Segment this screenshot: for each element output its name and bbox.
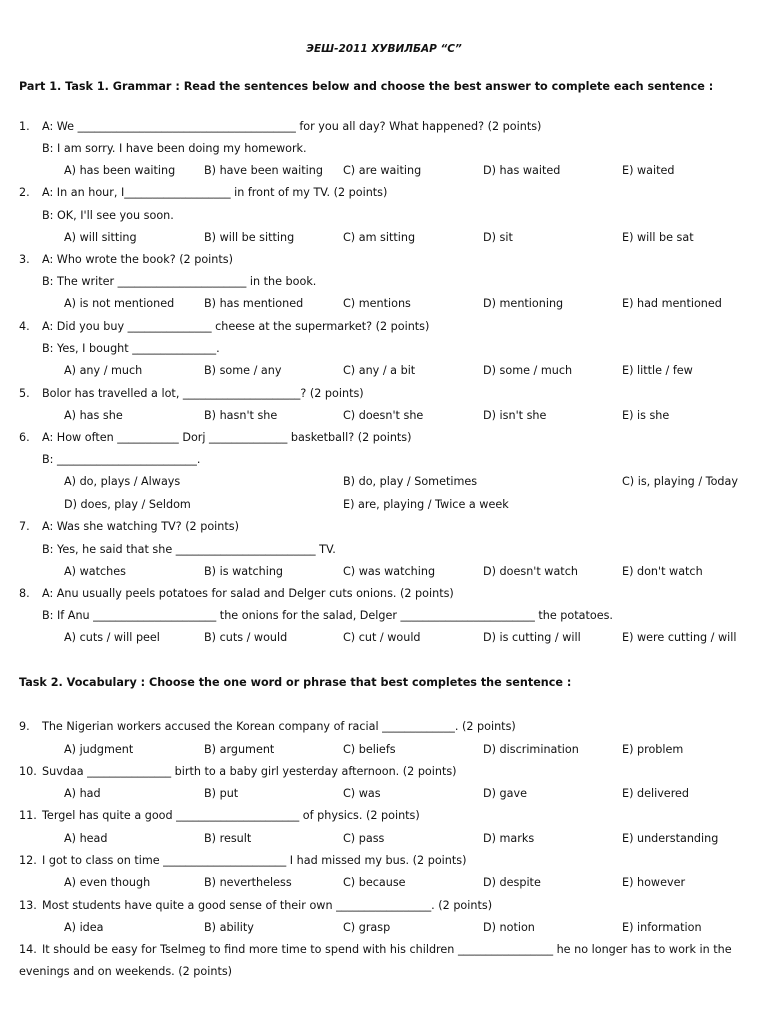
- option-a[interactable]: A) head: [64, 832, 108, 845]
- option-d[interactable]: D) some / much: [483, 364, 573, 377]
- option-c[interactable]: C) doesn't she: [343, 409, 424, 422]
- exam-title: ЭЕШ-2011 ХУВИЛБАР “С”: [306, 43, 462, 55]
- question-response: B: _________________________.: [42, 453, 201, 466]
- question-text: A: Anu usually peels potatoes for salad and Delger cuts onions. (2 points): [42, 587, 454, 600]
- option-b[interactable]: B) has mentioned: [204, 297, 304, 310]
- option-d[interactable]: D) has waited: [483, 164, 561, 177]
- option-c[interactable]: C) pass: [343, 832, 385, 845]
- option-e[interactable]: E) delivered: [622, 787, 690, 800]
- question-response: B: If Anu ______________________ the onions for the salad, Delger ________________________ the potatoes.: [42, 609, 613, 622]
- option-d[interactable]: D) sit: [483, 231, 513, 244]
- option-b[interactable]: B) cuts / would: [204, 631, 288, 644]
- option-b[interactable]: B) is watching: [204, 565, 284, 578]
- task2-heading: Task 2. Vocabulary : Choose the one word or phrase that best completes the sentence :: [19, 676, 572, 689]
- option-d[interactable]: D) isn't she: [483, 409, 547, 422]
- option-a[interactable]: A) is not mentioned: [64, 297, 175, 310]
- option-a[interactable]: A) watches: [64, 565, 126, 578]
- option-d[interactable]: D) marks: [483, 832, 535, 845]
- question-text: A: How often ___________ Dorj ______________ basketball? (2 points): [42, 431, 412, 444]
- option-c[interactable]: C) is, playing / Today: [622, 475, 739, 488]
- question-response: B: OK, I'll see you soon.: [42, 209, 174, 222]
- question-number: 1.: [19, 120, 30, 133]
- part1-heading: Part 1. Task 1. Grammar : Read the sentences below and choose the best answer to complete each sentence :: [19, 80, 714, 93]
- question-response: B: The writer _______________________ in the book.: [42, 275, 317, 288]
- option-a[interactable]: A) has been waiting: [64, 164, 176, 177]
- question-number: 12.: [19, 854, 37, 867]
- option-e[interactable]: E) don't watch: [622, 565, 703, 578]
- question-number: 11.: [19, 809, 37, 822]
- option-e[interactable]: E) will be sat: [622, 231, 694, 244]
- option-d[interactable]: D) mentioning: [483, 297, 564, 310]
- option-d[interactable]: D) doesn't watch: [483, 565, 578, 578]
- option-c[interactable]: C) beliefs: [343, 743, 396, 756]
- option-d[interactable]: D) despite: [483, 876, 541, 889]
- option-e[interactable]: E) are, playing / Twice a week: [343, 498, 509, 511]
- option-b[interactable]: B) nevertheless: [204, 876, 292, 889]
- question-text: It should be easy for Tselmeg to find more time to spend with his children _________________ he no longer has to work in the: [42, 943, 732, 956]
- option-e[interactable]: E) information: [622, 921, 702, 934]
- option-c[interactable]: C) was watching: [343, 565, 436, 578]
- question-number: 3.: [19, 253, 30, 266]
- option-c[interactable]: C) are waiting: [343, 164, 422, 177]
- question-text: Most students have quite a good sense of their own _________________. (2 points): [42, 899, 493, 912]
- question-number: 7.: [19, 520, 30, 533]
- option-e[interactable]: E) understanding: [622, 832, 719, 845]
- option-a[interactable]: A) even though: [64, 876, 151, 889]
- option-a[interactable]: A) do, plays / Always: [64, 475, 181, 488]
- option-a[interactable]: A) cuts / will peel: [64, 631, 160, 644]
- option-d[interactable]: D) gave: [483, 787, 527, 800]
- question-number: 5.: [19, 387, 30, 400]
- option-e[interactable]: E) had mentioned: [622, 297, 722, 310]
- option-b[interactable]: B) put: [204, 787, 239, 800]
- option-b[interactable]: B) argument: [204, 743, 275, 756]
- option-a[interactable]: A) has she: [64, 409, 123, 422]
- option-d[interactable]: D) is cutting / will: [483, 631, 581, 644]
- question-text: I got to class on time ______________________ I had missed my bus. (2 points): [42, 854, 467, 867]
- question-text: A: We _______________________________________ for you all day? What happened? (2 points): [42, 120, 542, 133]
- option-b[interactable]: B) hasn't she: [204, 409, 278, 422]
- option-b[interactable]: B) do, play / Sometimes: [343, 475, 478, 488]
- question-number: 8.: [19, 587, 30, 600]
- question-number: 14.: [19, 943, 37, 956]
- question-response: B: Yes, he said that she _________________________ TV.: [42, 543, 336, 556]
- option-a[interactable]: A) any / much: [64, 364, 143, 377]
- option-c[interactable]: C) was: [343, 787, 381, 800]
- question-text-continued: evenings and on weekends. (2 points): [19, 965, 233, 978]
- option-e[interactable]: E) little / few: [622, 364, 693, 377]
- question-number: 2.: [19, 186, 30, 199]
- option-c[interactable]: C) am sitting: [343, 231, 416, 244]
- option-b[interactable]: B) will be sitting: [204, 231, 295, 244]
- question-number: 6.: [19, 431, 30, 444]
- option-e[interactable]: E) however: [622, 876, 686, 889]
- option-b[interactable]: B) ability: [204, 921, 254, 934]
- question-text: A: In an hour, I___________________ in front of my TV. (2 points): [42, 186, 388, 199]
- question-number: 4.: [19, 320, 30, 333]
- question-text: Suvdaa _______________ birth to a baby girl yesterday afternoon. (2 points): [42, 765, 457, 778]
- option-c[interactable]: C) because: [343, 876, 406, 889]
- option-e[interactable]: E) problem: [622, 743, 684, 756]
- option-d[interactable]: D) does, play / Seldom: [64, 498, 191, 511]
- option-a[interactable]: A) judgment: [64, 743, 134, 756]
- question-number: 13.: [19, 899, 37, 912]
- question-text: A: Who wrote the book? (2 points): [42, 253, 233, 266]
- option-d[interactable]: D) discrimination: [483, 743, 579, 756]
- option-d[interactable]: D) notion: [483, 921, 535, 934]
- option-a[interactable]: A) will sitting: [64, 231, 137, 244]
- option-b[interactable]: B) result: [204, 832, 252, 845]
- question-response: B: Yes, I bought _______________.: [42, 342, 220, 355]
- question-text: The Nigerian workers accused the Korean company of racial _____________. (2 points): [42, 720, 516, 733]
- option-e[interactable]: E) waited: [622, 164, 675, 177]
- option-a[interactable]: A) had: [64, 787, 101, 800]
- option-c[interactable]: C) cut / would: [343, 631, 421, 644]
- question-text: A: Was she watching TV? (2 points): [42, 520, 239, 533]
- question-text: Tergel has quite a good ______________________ of physics. (2 points): [42, 809, 420, 822]
- option-c[interactable]: C) any / a bit: [343, 364, 416, 377]
- option-e[interactable]: E) were cutting / will: [622, 631, 737, 644]
- option-c[interactable]: C) grasp: [343, 921, 391, 934]
- option-b[interactable]: B) have been waiting: [204, 164, 323, 177]
- option-c[interactable]: C) mentions: [343, 297, 411, 310]
- question-text: A: Did you buy _______________ cheese at the supermarket? (2 points): [42, 320, 430, 333]
- option-a[interactable]: A) idea: [64, 921, 104, 934]
- option-e[interactable]: E) is she: [622, 409, 670, 422]
- option-b[interactable]: B) some / any: [204, 364, 282, 377]
- question-text: Bolor has travelled a lot, _____________________? (2 points): [42, 387, 364, 400]
- question-number: 9.: [19, 720, 30, 733]
- question-number: 10.: [19, 765, 37, 778]
- question-response: B: I am sorry. I have been doing my homework.: [42, 142, 307, 155]
